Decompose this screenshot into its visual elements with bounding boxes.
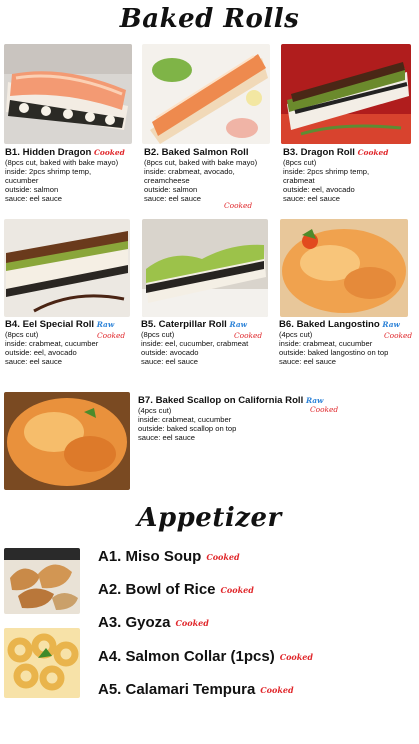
menu-item-b3 — [283, 147, 388, 203]
item-desc-line: inside: 2pcs shrimp temp, — [283, 167, 370, 176]
cooked-tag: Cooked — [234, 331, 263, 340]
item-desc-line: (8pcs cut, baked with bake mayo) — [5, 158, 119, 167]
item-name: A4. Salmon Collar (1pcs) — [98, 648, 275, 665]
item-name: B6. Baked Langostino — [279, 319, 380, 330]
cooked-tag: Cooked — [206, 552, 240, 563]
gyoza-photo — [4, 548, 80, 614]
item-desc-line: inside: crabmeat, cucumber — [138, 415, 232, 424]
item-name: A3. Gyoza — [98, 614, 171, 631]
appetizer-item-a5 — [98, 681, 294, 698]
item-name: B3. Dragon Roll — [283, 147, 355, 158]
raw-tag: Raw — [229, 320, 247, 329]
appetizer-title: Appetizer — [137, 503, 282, 533]
item-desc-line: outside: salmon — [5, 185, 59, 194]
item-desc-line: (4pcs cut) — [279, 330, 313, 339]
menu-item-b2 — [144, 147, 257, 203]
baked-salmon-roll-photo — [142, 44, 270, 144]
baked-rolls-title: Baked Rolls — [119, 4, 300, 34]
eel-special-roll-photo — [4, 219, 130, 317]
cooked-tag: Cooked — [94, 148, 125, 157]
item-desc-line: sauce: eel sauce — [144, 194, 201, 203]
item-desc-line: (8pcs cut) — [283, 158, 317, 167]
item-desc-line: inside: 2pcs shrimp temp, — [5, 167, 92, 176]
appetizer-item-a3 — [98, 614, 209, 631]
cooked-tag: Cooked — [97, 331, 126, 340]
cooked-tag: Cooked — [175, 618, 209, 629]
item-desc-line: (8pcs cut, baked with bake mayo) — [144, 158, 258, 167]
item-name: B1. Hidden Dragon — [5, 147, 92, 158]
item-desc-line: sauce: eel sauce — [5, 357, 62, 366]
cooked-tag: Cooked — [310, 405, 339, 414]
item-desc-line: (4pcs cut) — [138, 406, 172, 415]
item-name: A2. Bowl of Rice — [98, 581, 216, 598]
item-desc-line: (8pcs cut) — [141, 330, 175, 339]
item-desc-line: sauce: eel sauce — [283, 194, 340, 203]
item-desc-line: inside: crabmeat, cucumber — [5, 339, 99, 348]
item-desc-line: sauce: eel sauce — [279, 357, 336, 366]
item-name: B5. Caterpillar Roll — [141, 319, 227, 330]
item-desc-line: inside: eel, cucumber, crabmeat — [141, 339, 249, 348]
cooked-tag: Cooked — [224, 201, 253, 210]
dragon-roll-photo — [281, 44, 411, 144]
item-desc-line: outside: eel, avocado — [283, 185, 355, 194]
item-desc-line: sauce: eel sauce — [5, 194, 62, 203]
item-name: B4. Eel Special Roll — [5, 319, 95, 330]
item-desc-line: outside: baked langostino on top — [279, 348, 389, 357]
item-name: A1. Miso Soup — [98, 548, 202, 565]
hidden-dragon-photo — [4, 44, 132, 144]
item-desc-line: outside: avocado — [141, 348, 199, 357]
item-desc-line: outside: salmon — [144, 185, 198, 194]
baked-scallop-photo — [4, 392, 130, 490]
item-name: B7. Baked Scallop on California Roll — [138, 395, 304, 406]
item-desc-line: outside: eel, avocado — [5, 348, 77, 357]
cooked-tag: Cooked — [279, 652, 313, 663]
raw-tag: Raw — [382, 320, 400, 329]
item-name: B2. Baked Salmon Roll — [144, 147, 249, 158]
item-desc-line: inside: crabmeat, cucumber — [279, 339, 373, 348]
item-desc-line: creamcheese — [144, 176, 190, 185]
item-desc-line: crabmeat — [283, 176, 315, 185]
menu-item-b4 — [5, 319, 114, 366]
cooked-tag: Cooked — [357, 148, 389, 157]
menu-item-b1 — [5, 147, 125, 203]
item-desc-line: inside: crabmeat, avocado, — [144, 167, 235, 176]
item-desc-line: sauce: eel sauce — [138, 433, 195, 442]
menu-item-b7 — [138, 395, 323, 442]
raw-tag: Raw — [96, 320, 115, 329]
item-name: A5. Calamari Tempura — [98, 681, 256, 698]
appetizer-item-a4 — [98, 648, 313, 665]
item-desc-line: sauce: eel sauce — [141, 357, 198, 366]
item-desc-line: (8pcs cut) — [5, 330, 39, 339]
menu-item-b5 — [141, 319, 248, 366]
menu-item-b6 — [279, 319, 400, 366]
calamari-tempura-photo — [4, 628, 80, 698]
cooked-tag: Cooked — [260, 685, 294, 696]
appetizer-item-a1 — [98, 548, 240, 565]
item-desc-line: outside: baked scallop on top — [138, 424, 237, 433]
raw-tag: Raw — [305, 396, 324, 405]
baked-langostino-photo — [280, 219, 408, 317]
cooked-tag: Cooked — [220, 585, 254, 596]
item-desc-line: cucumber — [5, 176, 39, 185]
caterpillar-roll-photo — [142, 219, 268, 317]
appetizer-item-a2 — [98, 581, 254, 598]
cooked-tag: Cooked — [384, 331, 413, 340]
